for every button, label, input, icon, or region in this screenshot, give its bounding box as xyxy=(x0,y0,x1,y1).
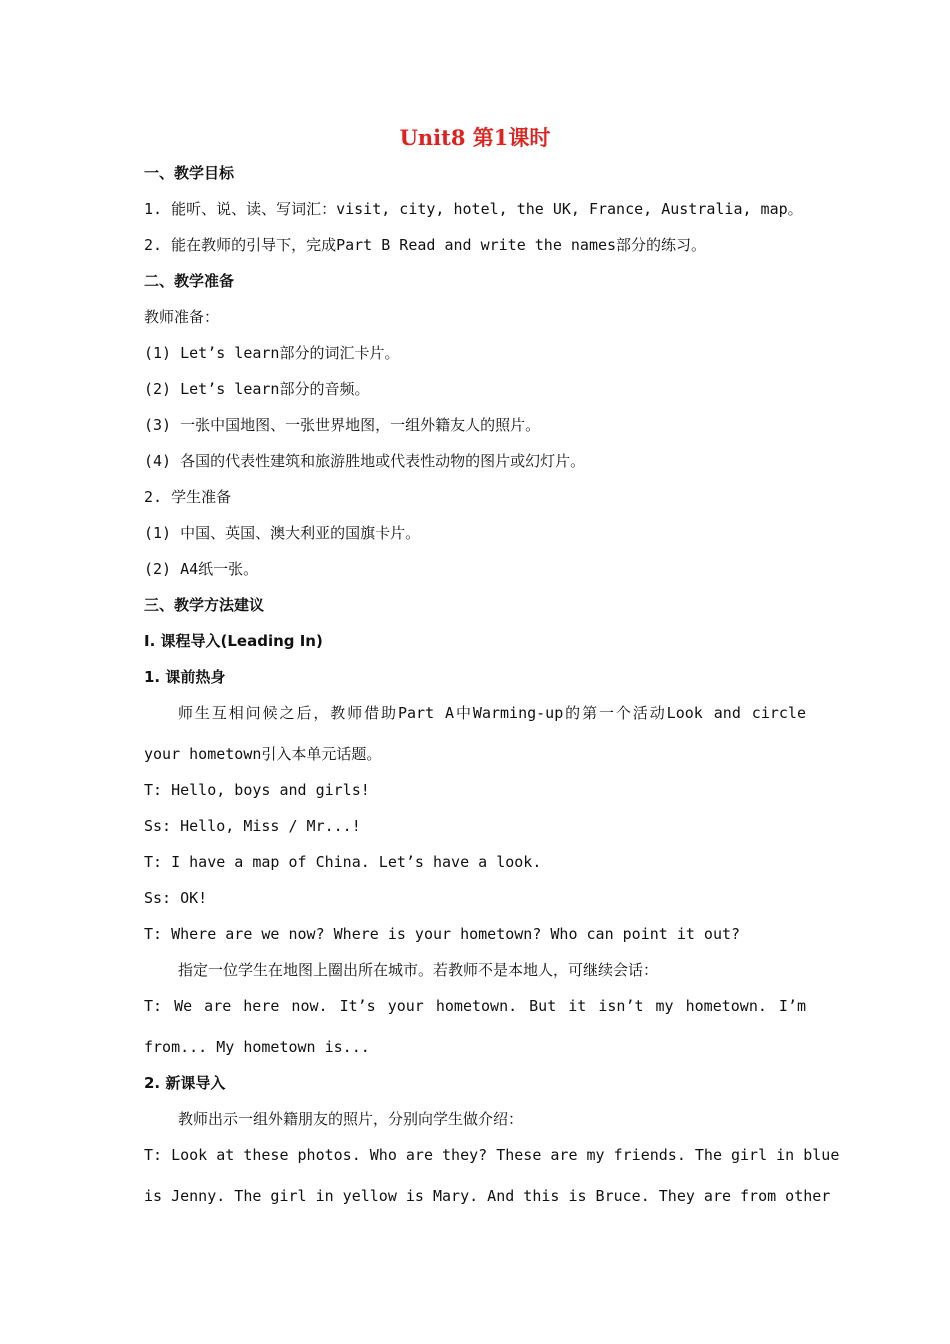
dialogue-line: T: Where are we now? Where is your hometown? Who can point it out? xyxy=(144,925,741,943)
paragraph-line: your hometown引入本单元话题。 xyxy=(144,745,382,763)
subsection-heading: 1. 课前热身 xyxy=(144,668,226,686)
document-title: Unit8 第1课时 xyxy=(399,125,551,150)
section-heading-methods: 三、教学方法建议 xyxy=(144,596,265,614)
list-item: (4) 各国的代表性建筑和旅游胜地或代表性动物的图片或幻灯片。 xyxy=(144,452,586,470)
dialogue-line: T: Hello, boys and girls! xyxy=(144,781,370,799)
objective-line: 1. 能听、说、读、写词汇：visit, city, hotel, the UK, France, Australia, map。 xyxy=(144,200,803,218)
subsection-heading: 2. 新课导入 xyxy=(144,1074,226,1092)
dialogue-line: is Jenny. The girl in yellow is Mary. And this is Bruce. They are from other xyxy=(144,1187,831,1205)
list-item: (3) 一张中国地图、一张世界地图，一组外籍友人的照片。 xyxy=(144,416,541,434)
paragraph-line: 教师准备： xyxy=(144,308,220,326)
list-item: (2) Let’s learn部分的音频。 xyxy=(144,380,370,398)
paragraph-line: 2. 学生准备 xyxy=(144,488,232,506)
dialogue-line: Ss: OK! xyxy=(144,889,208,907)
dialogue-line: T: I have a map of China. Let’s have a look. xyxy=(144,853,542,871)
paragraph-line: 指定一位学生在地图上圈出所在城市。若教师不是本地人，可继续会话： xyxy=(178,961,659,979)
subsection-heading: I. 课程导入(Leading In) xyxy=(144,632,323,650)
dialogue-line: from... My hometown is... xyxy=(144,1038,370,1056)
dialogue-line: T: Look at these photos. Who are they? These are my friends. The girl in blue xyxy=(144,1146,840,1164)
section-heading-objectives: 一、教学目标 xyxy=(144,164,235,182)
objective-line: 2. 能在教师的引导下，完成Part B Read and write the names部分的练习。 xyxy=(144,236,707,254)
list-item: (1) 中国、英国、澳大利亚的国旗卡片。 xyxy=(144,524,421,542)
paragraph-line: 师生互相问候之后，教师借助Part A中Warming-up的第一个活动Look and circle xyxy=(178,704,806,722)
list-item: (2) A4纸一张。 xyxy=(144,560,259,578)
dialogue-line: T: We are here now. It’s your hometown. But it isn’t my hometown. I’m xyxy=(144,997,806,1015)
paragraph-line: 教师出示一组外籍朋友的照片，分别向学生做介绍： xyxy=(178,1110,524,1128)
list-item: (1) Let’s learn部分的词汇卡片。 xyxy=(144,344,400,362)
section-heading-preparation: 二、教学准备 xyxy=(144,272,235,290)
dialogue-line: Ss: Hello, Miss / Mr...! xyxy=(144,817,361,835)
